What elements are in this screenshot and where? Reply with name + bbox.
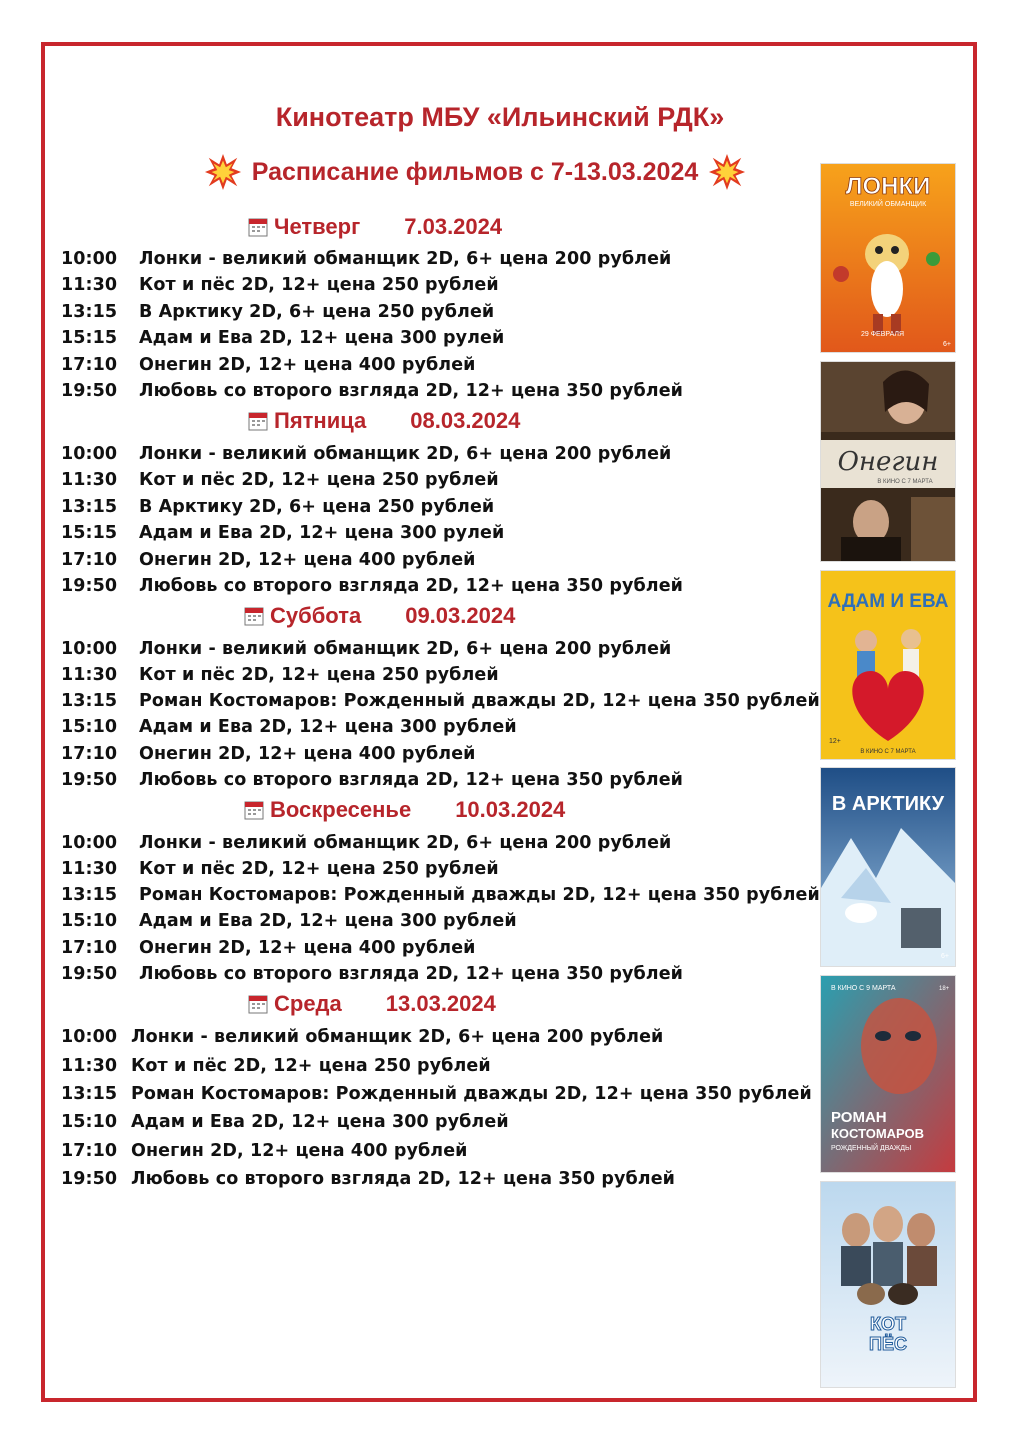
session-row [61, 1081, 812, 1107]
session-time: 10:00 [61, 444, 118, 464]
session-time: 19:50 [61, 964, 118, 984]
session-text: Лонки - великий обманщик 2D, 6+ цена 200 рублей [131, 1027, 664, 1047]
session-text: Кот и пёс 2D, 12+ цена 250 рублей [139, 665, 499, 685]
session-row [61, 1138, 468, 1164]
session-text: Лонки - великий обманщик 2D, 6+ цена 200 рублей [139, 249, 672, 269]
day-header-saturday [244, 601, 515, 631]
session-row [61, 1053, 491, 1079]
session-text: Адам и Ева 2D, 12+ цена 300 рулей [139, 328, 505, 348]
session-row [61, 662, 499, 688]
poster-subtitle: В КИНО С 7 МАРТА [877, 479, 933, 485]
session-text: Адам и Ева 2D, 12+ цена 300 рублей [139, 717, 517, 737]
session-row [61, 520, 504, 546]
poster-arktika [820, 767, 956, 967]
session-time: 15:15 [61, 328, 118, 348]
session-time: 13:15 [61, 302, 118, 322]
session-time: 17:10 [61, 550, 118, 570]
poster-title: В АРКТИКУ [831, 793, 945, 815]
session-text: Кот и пёс 2D, 12+ цена 250 рублей [131, 1056, 491, 1076]
session-time: 10:00 [61, 833, 118, 853]
poster-title: АДАМ И ЕВА [827, 591, 949, 612]
day-date: 13.03.2024 [385, 991, 496, 1016]
poster-lonki [820, 163, 956, 353]
poster-date: 29 ФЕВРАЛЯ [861, 331, 905, 338]
calendar-icon [248, 217, 268, 237]
session-row [61, 908, 517, 934]
poster-age: 12+ [829, 738, 841, 745]
session-time: 15:10 [61, 717, 118, 737]
session-row [61, 935, 476, 961]
session-text: Роман Костомаров: Рожденный дважды 2D, 12+ цена 350 рублей [139, 691, 820, 711]
session-time: 11:30 [61, 665, 118, 685]
session-row [61, 856, 499, 882]
session-text: Любовь со второго взгляда 2D, 12+ цена 350 рублей [139, 964, 684, 984]
session-row [61, 467, 499, 493]
session-time: 10:00 [61, 1027, 118, 1047]
session-text: Онегин 2D, 12+ цена 400 рублей [139, 355, 476, 375]
day-date: 10.03.2024 [455, 797, 566, 822]
session-text: Любовь со второго взгляда 2D, 12+ цена 350 рублей [139, 381, 684, 401]
session-row [61, 378, 683, 404]
session-row [61, 272, 499, 298]
session-time: 10:00 [61, 639, 118, 659]
poster-age: 18+ [939, 986, 950, 992]
session-time: 13:15 [61, 497, 118, 517]
session-row [61, 741, 476, 767]
poster-subtitle: В КИНО С 7 МАРТА [860, 749, 916, 755]
day-header-sunday [244, 795, 565, 825]
day-date: 09.03.2024 [405, 603, 516, 628]
calendar-icon [248, 411, 268, 431]
session-text: Лонки - великий обманщик 2D, 6+ цена 200 рублей [139, 639, 672, 659]
session-time: 17:10 [61, 744, 118, 764]
session-row [61, 1166, 675, 1192]
session-row [61, 767, 683, 793]
session-text: В Арктику 2D, 6+ цена 250 рублей [139, 302, 495, 322]
session-time: 19:50 [61, 576, 118, 596]
session-row [61, 325, 504, 351]
session-row [61, 961, 683, 987]
session-time: 15:15 [61, 523, 118, 543]
subtitle-text: Расписание фильмов с 7-13.03.2024 [251, 157, 699, 186]
session-row [61, 246, 671, 272]
session-time: 19:50 [61, 1169, 118, 1189]
session-row [61, 636, 671, 662]
poster-title: Онегин [837, 447, 939, 477]
session-time: 11:30 [61, 275, 118, 295]
session-text: В Арктику 2D, 6+ цена 250 рублей [139, 497, 495, 517]
poster-age: 6+ [943, 341, 951, 348]
day-header-wednesday [248, 989, 496, 1019]
session-text: Онегин 2D, 12+ цена 400 рублей [139, 550, 476, 570]
session-row [61, 494, 494, 520]
session-row [61, 714, 517, 740]
session-text: Кот и пёс 2D, 12+ цена 250 рублей [139, 859, 499, 879]
session-text: Роман Костомаров: Рожденный дважды 2D, 12+ цена 350 рублей [139, 885, 820, 905]
day-name: Четверг [274, 214, 361, 239]
session-row [61, 299, 494, 325]
day-name: Пятница [274, 408, 367, 433]
session-time: 17:10 [61, 1141, 118, 1161]
session-text: Любовь со второго взгляда 2D, 12+ цена 350 рублей [131, 1169, 676, 1189]
poster-adam-eva [820, 570, 956, 760]
session-time: 13:15 [61, 885, 118, 905]
session-time: 15:10 [61, 911, 118, 931]
poster-subtitle: ВЕЛИКИЙ ОБМАНЩИК [849, 201, 927, 208]
session-row [61, 1024, 663, 1050]
explosion-icon [204, 153, 242, 191]
session-time: 17:10 [61, 938, 118, 958]
session-time: 17:10 [61, 355, 118, 375]
poster-subtitle: РОЖДЕННЫЙ ДВАЖДЫ [831, 1145, 912, 1152]
session-row [61, 882, 820, 908]
poster-title-line2: КОСТОМАРОВ [831, 1126, 925, 1141]
calendar-icon [248, 994, 268, 1014]
session-time: 11:30 [61, 1056, 118, 1076]
session-text: Кот и пёс 2D, 12+ цена 250 рублей [139, 470, 499, 490]
session-time: 10:00 [61, 249, 118, 269]
explosion-icon [708, 153, 746, 191]
session-row [61, 547, 476, 573]
poster-kot-i-pes [820, 1181, 956, 1388]
session-text: Любовь со второго взгляда 2D, 12+ цена 350 рублей [139, 770, 684, 790]
day-name: Воскресенье [270, 797, 412, 822]
poster-title-line1: РОМАН [831, 1109, 887, 1126]
session-row [61, 1109, 509, 1135]
session-time: 11:30 [61, 470, 118, 490]
session-text: Лонки - великий обманщик 2D, 6+ цена 200 рублей [139, 833, 672, 853]
session-row [61, 573, 683, 599]
session-time: 15:10 [61, 1112, 118, 1132]
calendar-icon [244, 606, 264, 626]
day-date: 7.03.2024 [404, 214, 503, 239]
session-text: Адам и Ева 2D, 12+ цена 300 рублей [139, 911, 517, 931]
session-text: Онегин 2D, 12+ цена 400 рублей [139, 938, 476, 958]
day-header-thursday [248, 212, 502, 242]
session-text: Онегин 2D, 12+ цена 400 рублей [131, 1141, 468, 1161]
session-text: Онегин 2D, 12+ цена 400 рублей [139, 744, 476, 764]
poster-title-line2: ПЁС [869, 1334, 907, 1354]
session-time: 13:15 [61, 691, 118, 711]
session-text: Любовь со второго взгляда 2D, 12+ цена 350 рублей [139, 576, 684, 596]
day-name: Среда [274, 991, 342, 1016]
session-text: Кот и пёс 2D, 12+ цена 250 рублей [139, 275, 499, 295]
calendar-icon [244, 800, 264, 820]
poster-title-line1: КОТ [870, 1314, 906, 1334]
session-row [61, 830, 671, 856]
poster-onegin [820, 361, 956, 562]
day-header-friday [248, 406, 520, 436]
session-text: Адам и Ева 2D, 12+ цена 300 рублей [131, 1112, 509, 1132]
session-time: 11:30 [61, 859, 118, 879]
session-time: 19:50 [61, 770, 118, 790]
poster-age: 6+ [941, 953, 949, 960]
session-row [61, 688, 820, 714]
poster-roman-kostomarov [820, 975, 956, 1173]
session-row [61, 441, 671, 467]
poster-title: ЛОНКИ [845, 173, 931, 200]
session-text: Адам и Ева 2D, 12+ цена 300 рулей [139, 523, 505, 543]
poster-top: В КИНО С 9 МАРТА [831, 985, 896, 992]
page-title: Кинотеатр МБУ «Ильинский РДК» [275, 102, 725, 132]
session-time: 13:15 [61, 1084, 118, 1104]
session-row [61, 352, 476, 378]
session-time: 19:50 [61, 381, 118, 401]
day-date: 08.03.2024 [410, 408, 521, 433]
schedule-subtitle [185, 152, 765, 192]
session-text: Лонки - великий обманщик 2D, 6+ цена 200 рублей [139, 444, 672, 464]
day-name: Суббота [270, 603, 362, 628]
session-text: Роман Костомаров: Рожденный дважды 2D, 12+ цена 350 рублей [131, 1084, 812, 1104]
